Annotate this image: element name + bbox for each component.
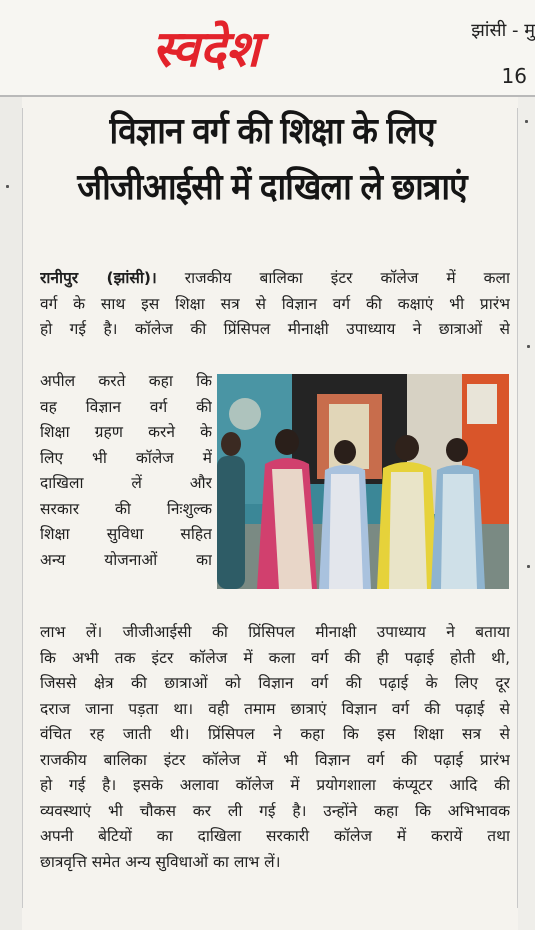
article-line: वह विज्ञान वर्ग की [40,397,212,416]
article-line: वर्ग के साथ इस शिक्षा सत्र से विज्ञान वर्ग की कक्षाएं भी प्रारंभ [40,294,510,313]
article-line: लिए भी कॉलेज में [40,448,212,467]
margin-mark [6,185,9,188]
article-line: व्यवस्थाएं भी चौकस कर ली गई है। उन्होंने कहा कि अभिभावक [40,801,510,820]
news-photo [217,374,509,589]
article-line: वंचित रह जाती थी। प्रिंसिपल ने कहा कि इस शिक्षा सत्र से [40,725,510,743]
masthead [0,0,535,96]
article-line: अन्य योजनाओं का [40,550,212,569]
column-rule-right [517,108,518,908]
article-line: लाभ लें। जीजीआईसी की प्रिंसिपल मीनाक्षी उपाध्याय ने बताया [40,623,510,641]
article-line-text: राजकीय बालिका इंटर कॉलेज में कला [184,269,510,287]
page-number: 16 [501,64,527,88]
article-headline [30,104,514,216]
margin-mark [525,120,528,123]
article-line: अपनी बेटियों का दाखिला सरकारी कॉलेज में करायें तथा [40,827,510,845]
newspaper-logo [62,16,350,80]
news-photo-illustration [217,374,509,589]
logo-text: स्वदेश [152,20,260,78]
article-line: हो गई है। कॉलेज की प्रिंसिपल मीनाक्षी उपाध्याय ने छात्राओं से [40,320,510,338]
article-line: छात्रवृत्ति समेत अन्य सुविधाओं का लाभ लें। [40,852,281,871]
margin-mark [527,565,530,568]
article-line: दाखिला लें और [40,474,212,492]
column-rule-left [22,108,23,908]
article-line: सरकार की निःशुल्क [40,499,212,518]
edition-label: झांसी - मु [471,20,535,41]
article-intro [40,266,510,343]
article-line: अपील करते कहा कि [40,372,212,390]
article-line: कि अभी तक इंटर कॉलेज में कला वर्ग की ही पढ़ाई होती थी, [40,648,510,667]
article-line [40,266,510,292]
header-rule [0,95,535,97]
article-body [40,620,510,875]
adjacent-column-right [518,97,535,930]
dateline: रानीपुर (झांसी)। [40,269,157,287]
margin-mark [527,345,530,348]
headline-line-2: जीजीआईसी में दाखिला ले छात्राएं [77,167,467,208]
article-line: शिक्षा ग्रहण करने के [40,423,212,441]
adjacent-column-left [0,97,22,930]
article-line: दराज जाना पड़ता था। वही तमाम छात्राएं विज्ञान वर्ग की पढ़ाई से [40,699,510,718]
headline-line-1: विज्ञान वर्ग की शिक्षा के लिए [109,111,435,152]
article-line: हो गई है। इसके अलावा कॉलेज में प्रयोगशाला कंप्यूटर आदि की [40,776,510,794]
article-line: शिक्षा सुविधा सहित [40,525,212,543]
article-line: जिससे क्षेत्र की छात्राओं को विज्ञान वर्ग की पढ़ाई के लिए दूर [40,674,510,692]
article-side-column [40,369,212,573]
article-line: राजकीय बालिका इंटर कॉलेज में भी विज्ञान वर्ग की पढ़ाई प्रारंभ [40,750,510,769]
